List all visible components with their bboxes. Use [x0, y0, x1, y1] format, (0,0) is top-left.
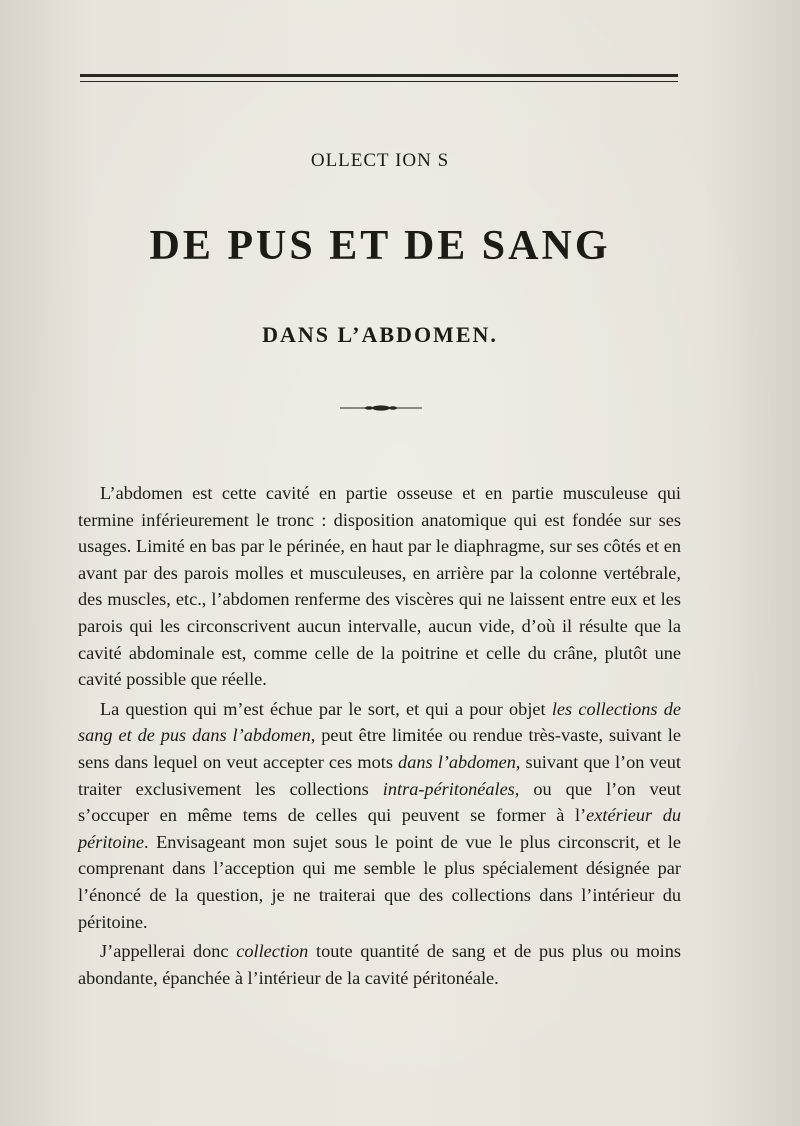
p2-italic-f: intra-péritonéales	[382, 778, 515, 799]
title-line-1: OLLECT ION S	[310, 150, 450, 171]
body-text	[78, 480, 681, 991]
p3-text-c: toute quantité de sang et de pus plus ou moins abondante, épanchée à l’intérieur de la cavité péritonéale.	[78, 941, 681, 988]
ornament-divider	[340, 403, 422, 413]
title-line-2: DE PUS ET DE SANG	[149, 223, 611, 269]
paragraph-1-text: L’abdomen est cette cavité en partie osseuse et en partie musculeuse qui termine inférieurement le tronc : disposition anatomique qui est fondée sur ses usages. Limité en bas par le périnée, en haut par le diaphragme, sur ses côtés et en avant par des parois molles et musculeuses, en arrière par la colonne vertébrale, des muscles, etc., l’abdomen renferme des viscères qui ne laissent entre eux et les parois qui les circonscrivent aucun intervalle, aucun vide, d’où il résulte que la cavité abdominale est, comme celle de la poitrine et celle du crâne, plutôt une cavité possible que réelle.	[78, 483, 681, 690]
p2-text-g: , ou que l’on veut s’occuper en même tems de celles qui peuvent se former à l’	[78, 778, 682, 826]
p2-text-c: , peut être limitée ou rendue très-vaste, suivant le sens dans lequel on veut accepter ces mots	[78, 725, 681, 772]
p2-italic-h: extérieur du péritoine	[78, 805, 681, 852]
p2-text-i: . Envisageant mon sujet sous le point de vue le plus circonscrit, et le comprenant dans l’acception qui me semble le plus spécialement désignée par l’énoncé de la question, je ne traiterai que des collections dans l’intérieur du péritoine.	[78, 831, 681, 932]
paragraph-1	[78, 480, 681, 693]
p2-text-a: La question qui m’est échue par le sort, et qui a pour objet	[100, 698, 552, 719]
title-line-3: DANS L’ABDOMEN.	[262, 322, 498, 347]
p2-italic-d: dans l’abdomen	[398, 751, 516, 772]
p3-text-a: J’appellerai donc	[100, 941, 237, 962]
paragraph-3	[78, 938, 681, 991]
header-double-rule	[80, 74, 678, 82]
p3-italic-b: collection	[236, 941, 309, 962]
p2-italic-b: les collections de sang et de pus dans l’abdomen	[78, 698, 681, 746]
paragraph-2	[78, 696, 681, 935]
p2-text-e: , suivant que l’on veut traiter exclusivement les collections	[78, 751, 681, 799]
